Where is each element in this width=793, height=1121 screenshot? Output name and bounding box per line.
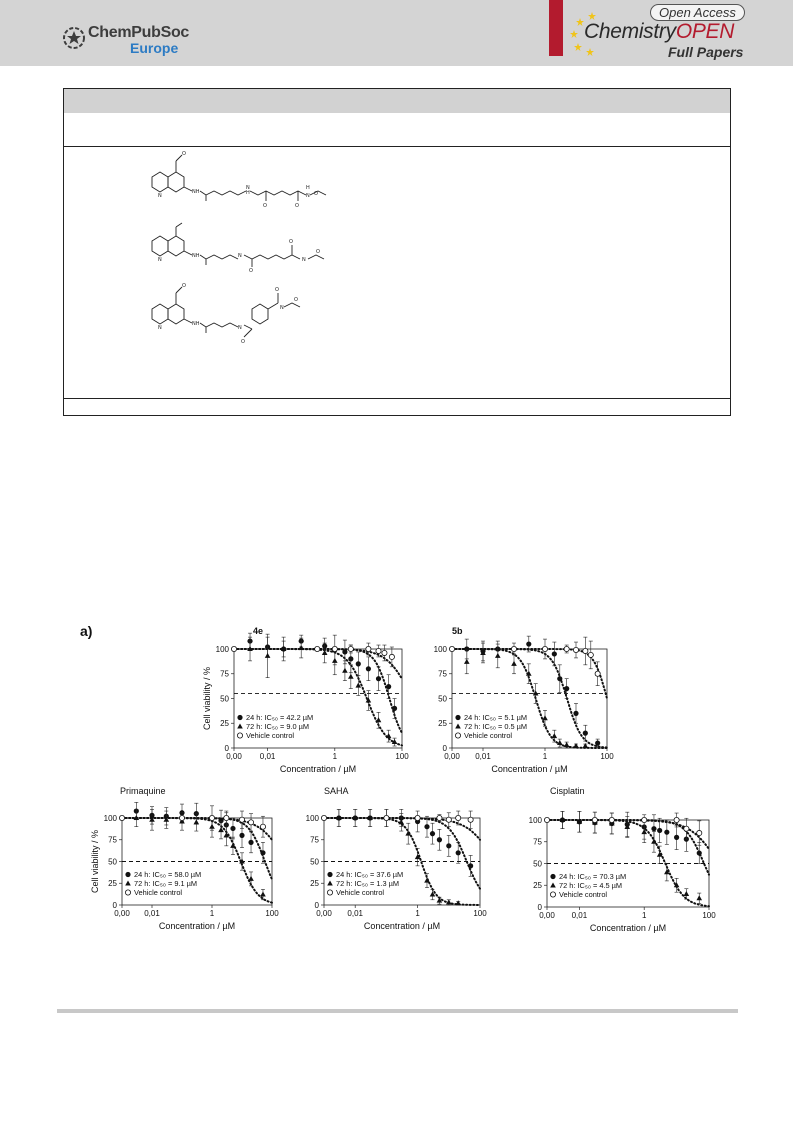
data-point: [657, 828, 662, 833]
data-point: [697, 850, 702, 855]
y-tick-label: 0: [537, 902, 542, 912]
section-label: Full Papers: [668, 44, 744, 60]
open-access-badge: Open Access: [650, 4, 745, 21]
table-header-band: [64, 89, 730, 113]
data-point: [179, 815, 184, 820]
journal-title-prefix: Chemistry: [584, 20, 676, 43]
svg-text:O: O: [295, 203, 299, 209]
y-tick-label: 25: [220, 719, 229, 729]
data-point: [366, 646, 371, 651]
svg-text:O: O: [263, 203, 267, 209]
x-axis-label: Concentration / µM: [491, 764, 568, 774]
legend-label: 72 h: IC₅₀ = 4.5 µM: [559, 881, 623, 890]
data-point: [424, 824, 429, 829]
data-point: [651, 826, 656, 831]
x-tick-label: 100: [702, 911, 716, 920]
data-point: [248, 820, 253, 825]
data-point: [564, 646, 569, 651]
svg-text:O: O: [249, 268, 253, 273]
y-tick-label: 0: [112, 900, 117, 910]
legend-marker: [550, 874, 555, 879]
x-tick-label: 1: [542, 752, 548, 761]
y-tick-label: 75: [108, 835, 117, 845]
data-point: [437, 837, 442, 842]
data-point: [697, 830, 702, 835]
data-point: [239, 833, 244, 838]
svg-text:O: O: [314, 191, 318, 197]
y-tick-label: 25: [533, 881, 542, 891]
svg-text:N: N: [158, 325, 162, 331]
y-tick-label: 75: [220, 669, 229, 679]
y-tick-label: 0: [442, 743, 447, 753]
legend-marker: [455, 733, 460, 738]
svg-text:H: H: [246, 190, 250, 196]
y-tick-label: 100: [528, 815, 542, 825]
svg-text:N: N: [238, 253, 242, 259]
svg-text:NH: NH: [192, 253, 200, 259]
data-point: [511, 646, 516, 651]
data-point: [468, 863, 473, 868]
data-point: [449, 646, 454, 651]
data-point: [389, 654, 394, 659]
table-header-rule: [64, 146, 730, 147]
x-axis-label: Concentration / µM: [363, 921, 441, 931]
svg-text:N: N: [246, 185, 250, 191]
x-tick-label: 0,01: [259, 752, 276, 761]
legend-label: 72 h: IC₅₀ = 9.0 µM: [246, 722, 310, 731]
data-point: [321, 815, 326, 820]
data-point: [231, 646, 236, 651]
data-point: [456, 815, 461, 820]
y-tick-label: 100: [305, 813, 319, 823]
legend-label: 72 h: IC₅₀ = 1.3 µM: [336, 879, 400, 888]
data-point: [642, 817, 647, 822]
data-point: [564, 686, 569, 691]
legend-label: Vehicle control: [336, 888, 385, 897]
x-tick-label: 1: [332, 752, 338, 761]
chart-title: 4e: [253, 626, 264, 636]
data-point: [446, 817, 451, 822]
data-point: [583, 731, 588, 736]
data-point: [544, 817, 549, 822]
x-tick-label: 100: [395, 752, 409, 761]
y-tick-label: 0: [224, 743, 229, 753]
publisher-region: Europe: [130, 40, 179, 56]
data-point: [224, 815, 229, 820]
x-tick-label: 0,00: [226, 752, 242, 761]
structure-5b: [148, 281, 348, 353]
legend-label: 24 h: IC₅₀ = 37.6 µM: [336, 870, 404, 879]
x-tick-label: 1: [415, 909, 420, 918]
legend-marker: [327, 890, 332, 895]
x-tick-label: 0,01: [571, 911, 588, 920]
data-point: [592, 817, 597, 822]
data-point: [446, 843, 451, 848]
svg-text:O: O: [182, 283, 186, 289]
legend-label: 72 h: IC₅₀ = 9.1 µM: [134, 879, 198, 888]
data-point: [119, 815, 124, 820]
data-point: [573, 647, 578, 652]
journal-header: [0, 0, 793, 66]
data-point: [348, 646, 353, 651]
y-axis-label: Cell viability / %: [202, 666, 212, 731]
y-tick-label: 0: [314, 900, 319, 910]
y-tick-label: 50: [533, 859, 542, 869]
svg-text:O: O: [241, 339, 245, 345]
structure-5a: [148, 221, 348, 273]
chart-title: Cisplatin: [550, 786, 585, 796]
svg-text:N: N: [302, 257, 306, 263]
x-tick-label: 0,00: [539, 911, 555, 920]
data-point: [348, 656, 353, 661]
x-tick-label: 0,00: [316, 909, 332, 918]
legend-label: Vehicle control: [464, 731, 513, 740]
x-tick-label: 0,00: [444, 752, 460, 761]
publisher-name: ChemPubSoc: [88, 24, 190, 41]
y-tick-label: 100: [103, 813, 117, 823]
data-point: [595, 740, 600, 745]
svg-text:N: N: [280, 305, 284, 311]
legend-label: 24 h: IC₅₀ = 5.1 µM: [464, 713, 528, 722]
data-point: [239, 817, 244, 822]
data-point: [382, 650, 387, 655]
y-tick-label: 50: [310, 857, 319, 867]
chart-primaquine: [90, 780, 300, 945]
y-tick-label: 50: [438, 694, 447, 704]
chart-saha: [300, 780, 500, 945]
x-tick-label: 0,01: [475, 752, 491, 761]
compound-table: [63, 88, 731, 416]
legend-label: Vehicle control: [559, 890, 608, 899]
svg-text:O: O: [275, 287, 279, 293]
data-point: [260, 824, 265, 829]
data-point: [298, 645, 304, 650]
data-point: [386, 684, 391, 689]
data-point: [552, 651, 557, 656]
data-point: [674, 817, 679, 822]
legend-marker: [455, 715, 460, 720]
y-tick-label: 25: [438, 719, 447, 729]
data-point: [526, 641, 531, 646]
data-point: [573, 711, 578, 716]
svg-text:NH: NH: [192, 321, 200, 327]
table-footer-rule: [64, 398, 730, 399]
data-point: [468, 817, 473, 822]
data-point: [366, 666, 371, 671]
svg-text:O: O: [294, 297, 298, 303]
y-tick-label: 75: [310, 835, 319, 845]
svg-text:O: O: [289, 239, 293, 245]
legend-label: Vehicle control: [246, 731, 295, 740]
journal-title: [584, 20, 734, 44]
y-tick-label: 75: [438, 669, 447, 679]
data-point: [392, 706, 397, 711]
legend-marker: [327, 872, 332, 877]
data-point: [209, 815, 214, 820]
svg-text:N: N: [158, 193, 162, 199]
svg-text:N: N: [238, 325, 242, 331]
data-point: [588, 652, 593, 657]
data-point: [356, 661, 361, 666]
data-point: [684, 826, 689, 831]
chart-title: 5b: [452, 626, 463, 636]
data-point: [315, 646, 320, 651]
data-point: [583, 648, 588, 653]
svg-text:N: N: [306, 193, 310, 199]
chart-title: SAHA: [324, 786, 349, 796]
y-tick-label: 25: [310, 879, 319, 889]
data-point: [430, 831, 435, 836]
svg-text:NH: NH: [192, 189, 200, 195]
x-axis-label: Concentration / µM: [158, 921, 236, 931]
structure-4e: [148, 149, 348, 211]
legend-label: Vehicle control: [134, 888, 183, 897]
y-tick-label: 25: [108, 879, 117, 889]
figure-panel-label: a): [80, 623, 93, 639]
journal-title-suffix: OPEN: [675, 20, 735, 43]
svg-text:N: N: [158, 257, 162, 263]
x-tick-label: 0,01: [144, 909, 160, 918]
data-point: [376, 676, 381, 681]
svg-text:O: O: [316, 249, 320, 255]
x-tick-label: 1: [641, 911, 647, 920]
legend-label: 24 h: IC₅₀ = 42.2 µM: [246, 713, 314, 722]
legend-label: 24 h: IC₅₀ = 70.3 µM: [559, 872, 627, 881]
data-point: [674, 835, 679, 840]
legend-label: 72 h: IC₅₀ = 0.5 µM: [464, 722, 528, 731]
y-axis-label: Cell viability / %: [90, 829, 100, 894]
y-tick-label: 75: [533, 837, 542, 847]
legend-marker: [125, 872, 130, 877]
data-point: [230, 826, 235, 831]
data-point: [342, 649, 347, 654]
chart-4e: [198, 622, 423, 782]
x-axis-label: Concentration / µM: [279, 764, 357, 774]
chart-title: Primaquine: [120, 786, 166, 796]
data-point: [376, 648, 381, 653]
legend-marker: [125, 890, 130, 895]
journal-logo: [570, 0, 780, 66]
x-tick-label: 100: [473, 909, 487, 918]
data-point: [557, 676, 562, 681]
chart-cisplatin: [518, 780, 718, 945]
y-tick-label: 100: [215, 644, 229, 654]
x-tick-label: 0,00: [114, 909, 130, 918]
data-point: [332, 646, 337, 651]
y-tick-label: 50: [108, 857, 117, 867]
x-tick-label: 1: [209, 909, 215, 918]
data-point: [609, 817, 614, 822]
legend-marker: [237, 715, 242, 720]
chart-5b: [423, 622, 623, 782]
data-point: [248, 840, 253, 845]
legend-marker: [550, 892, 555, 897]
y-tick-label: 50: [220, 694, 229, 704]
legend-marker: [237, 733, 242, 738]
data-point: [415, 815, 420, 820]
footer-rule: [57, 1009, 738, 1013]
svg-text:H: H: [306, 185, 310, 191]
x-tick-label: 100: [265, 909, 279, 918]
data-point: [664, 830, 669, 835]
x-tick-label: 100: [600, 752, 614, 761]
x-tick-label: 0,01: [347, 909, 363, 918]
svg-text:O: O: [182, 151, 186, 157]
legend-label: 24 h: IC₅₀ = 58.0 µM: [134, 870, 202, 879]
data-point: [595, 671, 600, 676]
data-point: [456, 850, 461, 855]
publisher-star-icon: [62, 26, 86, 50]
data-point: [437, 815, 442, 820]
x-axis-label: Concentration / µM: [589, 923, 667, 933]
data-point: [384, 815, 389, 820]
data-point: [260, 850, 265, 855]
y-tick-label: 100: [433, 644, 447, 654]
journal-accent-bar: [549, 0, 563, 56]
data-point: [542, 646, 547, 651]
